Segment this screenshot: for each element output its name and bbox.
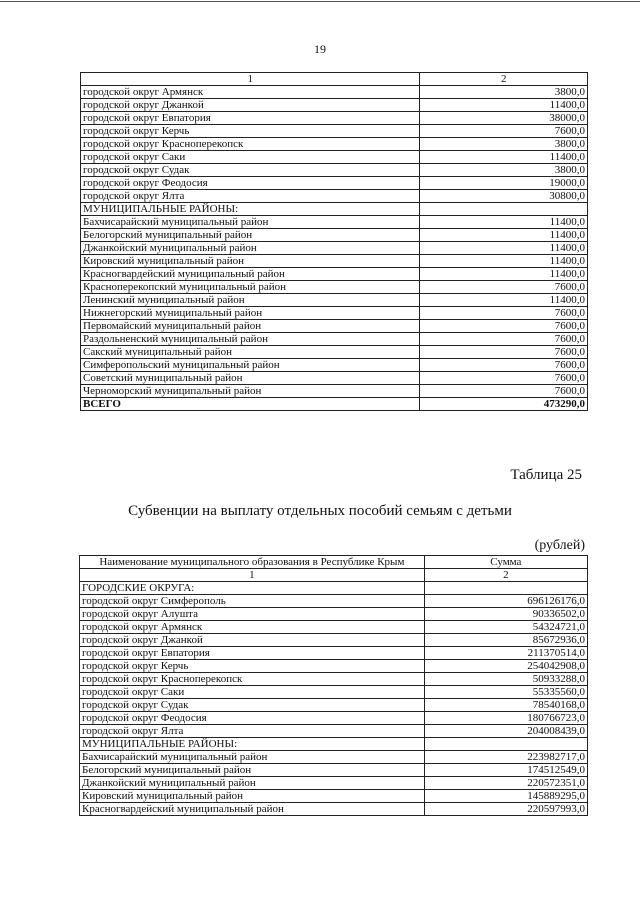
row-value: 85672936,0 xyxy=(424,634,587,647)
table-row xyxy=(81,229,588,242)
column-number-2: 2 xyxy=(424,569,587,582)
row-value: 7600,0 xyxy=(420,359,588,372)
table-row xyxy=(81,151,588,164)
row-name: городской округ Джанкой xyxy=(80,634,425,647)
table-row xyxy=(80,751,588,764)
row-name: Черноморский муниципальный район xyxy=(81,385,420,398)
table-25 xyxy=(79,555,588,816)
table-row xyxy=(80,803,588,816)
row-value: 211370514,0 xyxy=(424,647,587,660)
row-name: городской округ Джанкой xyxy=(81,99,420,112)
column-number-1: 1 xyxy=(80,569,425,582)
row-value: 7600,0 xyxy=(420,125,588,138)
row-value: 11400,0 xyxy=(420,268,588,281)
total-value: 473290,0 xyxy=(420,398,588,411)
row-name: городской округ Саки xyxy=(80,686,425,699)
row-name: городской округ Алушта xyxy=(80,608,425,621)
table-row xyxy=(81,138,588,151)
table-row xyxy=(81,372,588,385)
table-row xyxy=(80,790,588,803)
table-row xyxy=(81,320,588,333)
table-row xyxy=(81,385,588,398)
total-label: ВСЕГО xyxy=(81,398,420,411)
row-name: Кировский муниципальный район xyxy=(80,790,425,803)
row-name: Советский муниципальный район xyxy=(81,372,420,385)
row-value: 180766723,0 xyxy=(424,712,587,725)
row-value: 50933288,0 xyxy=(424,673,587,686)
table-row xyxy=(81,203,588,216)
table-row xyxy=(81,294,588,307)
table-row xyxy=(81,190,588,203)
row-value xyxy=(424,582,587,595)
row-name: городской округ Саки xyxy=(81,151,420,164)
row-name: Джанкойский муниципальный район xyxy=(80,777,425,790)
row-value: 254042908,0 xyxy=(424,660,587,673)
table-row xyxy=(80,725,588,738)
total-row xyxy=(81,398,588,411)
row-value: 7600,0 xyxy=(420,320,588,333)
table-row xyxy=(81,86,588,99)
row-name: городской округ Красноперекопск xyxy=(80,673,425,686)
table-row xyxy=(81,255,588,268)
row-value: 78540168,0 xyxy=(424,699,587,712)
table-row xyxy=(81,333,588,346)
table-row xyxy=(80,647,588,660)
row-value: 30800,0 xyxy=(420,190,588,203)
row-name: городской округ Феодосия xyxy=(81,177,420,190)
row-value: 11400,0 xyxy=(420,255,588,268)
table-row xyxy=(81,242,588,255)
column-header-sum: Сумма xyxy=(424,556,587,569)
row-name: Сакский муниципальный район xyxy=(81,346,420,359)
column-number-2: 2 xyxy=(420,73,588,86)
table-row xyxy=(81,177,588,190)
row-value: 3800,0 xyxy=(420,86,588,99)
row-value: 220597993,0 xyxy=(424,803,587,816)
table-row xyxy=(81,99,588,112)
row-value: 11400,0 xyxy=(420,216,588,229)
table-row xyxy=(80,660,588,673)
row-value: 7600,0 xyxy=(420,346,588,359)
table-row xyxy=(81,307,588,320)
row-name: городской округ Красноперекопск xyxy=(81,138,420,151)
row-value: 11400,0 xyxy=(420,242,588,255)
row-name: городской округ Ялта xyxy=(81,190,420,203)
row-name: Красногвардейский муниципальный район xyxy=(81,268,420,281)
table-row xyxy=(80,608,588,621)
row-name: Белогорский муниципальный район xyxy=(80,764,425,777)
row-name: городской округ Ялта xyxy=(80,725,425,738)
table-row xyxy=(80,595,588,608)
row-name: городской округ Армянск xyxy=(81,86,420,99)
row-name: Нижнегорский муниципальный район xyxy=(81,307,420,320)
row-name: Раздольненский муниципальный район xyxy=(81,333,420,346)
table-row xyxy=(80,764,588,777)
table-row xyxy=(81,112,588,125)
row-value: 7600,0 xyxy=(420,333,588,346)
table-label: Таблица 25 xyxy=(510,467,582,483)
row-name: Ленинский муниципальный район xyxy=(81,294,420,307)
row-value: 55335560,0 xyxy=(424,686,587,699)
table-row xyxy=(81,359,588,372)
table-row xyxy=(81,346,588,359)
row-name: Симферопольский муниципальный район xyxy=(81,359,420,372)
row-name: городской округ Евпатория xyxy=(81,112,420,125)
table-header-row xyxy=(80,556,588,569)
row-name: городской округ Армянск xyxy=(80,621,425,634)
row-value: 7600,0 xyxy=(420,281,588,294)
table-header-row xyxy=(81,73,588,86)
table-row xyxy=(80,712,588,725)
row-value: 220572351,0 xyxy=(424,777,587,790)
row-value: 7600,0 xyxy=(420,385,588,398)
row-value: 174512549,0 xyxy=(424,764,587,777)
row-name: городской округ Евпатория xyxy=(80,647,425,660)
row-name: Белогорский муниципальный район xyxy=(81,229,420,242)
row-value: 19000,0 xyxy=(420,177,588,190)
table-row xyxy=(80,621,588,634)
row-name: Красногвардейский муниципальный район xyxy=(80,803,425,816)
table-row xyxy=(81,125,588,138)
row-value: 7600,0 xyxy=(420,372,588,385)
page-number: 19 xyxy=(314,42,326,56)
table-continuation xyxy=(80,72,588,411)
row-value: 11400,0 xyxy=(420,99,588,112)
table-title: Субвенции на выплату отдельных пособий семьям с детьми xyxy=(128,503,512,519)
row-value: 90336502,0 xyxy=(424,608,587,621)
row-name: городской округ Судак xyxy=(80,699,425,712)
table-row xyxy=(80,634,588,647)
table-row xyxy=(81,281,588,294)
row-name: МУНИЦИПАЛЬНЫЕ РАЙОНЫ: xyxy=(81,203,420,216)
row-value xyxy=(424,738,587,751)
row-name: Первомайский муниципальный район xyxy=(81,320,420,333)
row-name: Джанкойский муниципальный район xyxy=(81,242,420,255)
row-name: Бахчисарайский муниципальный район xyxy=(80,751,425,764)
table-row xyxy=(81,216,588,229)
row-value: 3800,0 xyxy=(420,138,588,151)
row-value: 204008439,0 xyxy=(424,725,587,738)
table-row xyxy=(80,686,588,699)
row-value: 11400,0 xyxy=(420,294,588,307)
row-value: 7600,0 xyxy=(420,307,588,320)
row-value: 54324721,0 xyxy=(424,621,587,634)
column-number-1: 1 xyxy=(81,73,420,86)
row-value xyxy=(420,203,588,216)
table-row xyxy=(80,673,588,686)
row-name: городской округ Симферополь xyxy=(80,595,425,608)
row-name: ГОРОДСКИЕ ОКРУГА: xyxy=(80,582,425,595)
row-name: городской округ Керчь xyxy=(80,660,425,673)
row-name: Красноперекопский муниципальный район xyxy=(81,281,420,294)
table-column-numbers-row xyxy=(80,569,588,582)
row-name: МУНИЦИПАЛЬНЫЕ РАЙОНЫ: xyxy=(80,738,425,751)
table-row xyxy=(81,268,588,281)
table-row xyxy=(80,699,588,712)
row-value: 145889295,0 xyxy=(424,790,587,803)
table-row xyxy=(80,738,588,751)
top-border-line xyxy=(0,1,640,2)
units-label: (рублей) xyxy=(534,538,585,553)
row-name: городской округ Керчь xyxy=(81,125,420,138)
row-value: 696126176,0 xyxy=(424,595,587,608)
row-name: городской округ Феодосия xyxy=(80,712,425,725)
row-name: Бахчисарайский муниципальный район xyxy=(81,216,420,229)
table-row xyxy=(81,164,588,177)
row-value: 3800,0 xyxy=(420,164,588,177)
row-value: 11400,0 xyxy=(420,229,588,242)
row-value: 38000,0 xyxy=(420,112,588,125)
row-name: Кировский муниципальный район xyxy=(81,255,420,268)
table-row xyxy=(80,582,588,595)
row-name: городской округ Судак xyxy=(81,164,420,177)
table-row xyxy=(80,777,588,790)
column-header-name: Наименование муниципального образования в Республике Крым xyxy=(80,556,425,569)
row-value: 11400,0 xyxy=(420,151,588,164)
row-value: 223982717,0 xyxy=(424,751,587,764)
